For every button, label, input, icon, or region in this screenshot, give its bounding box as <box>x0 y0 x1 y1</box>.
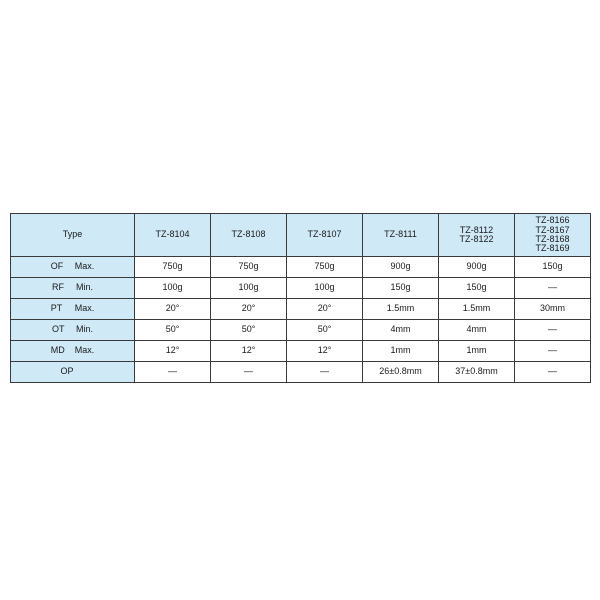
value-cell: 1mm <box>363 341 439 362</box>
parameter-code: OT <box>51 324 65 335</box>
model-name: TZ-8122 <box>459 234 494 244</box>
parameter-label-cell <box>11 278 135 299</box>
parameter-limit: Min. <box>75 324 93 335</box>
value-cell: — <box>135 362 211 383</box>
value-cell: — <box>515 320 591 341</box>
parameter-code: OP <box>60 366 74 377</box>
parameter-label-cell <box>11 320 135 341</box>
value-cell: 100g <box>135 278 211 299</box>
value-cell: 100g <box>211 278 287 299</box>
value-cell: 12° <box>287 341 363 362</box>
value-cell: 20° <box>211 299 287 320</box>
parameter-label-cell <box>11 299 135 320</box>
model-header-cell <box>439 214 515 257</box>
parameter-limit: Max. <box>74 303 95 314</box>
model-name: TZ-8108 <box>231 229 266 240</box>
parameter-label <box>52 325 93 334</box>
parameter-limit: Max. <box>74 261 95 272</box>
parameter-limit: Min. <box>75 282 93 293</box>
value-cell: 20° <box>135 299 211 320</box>
parameter-label-cell <box>11 341 135 362</box>
value-cell: — <box>211 362 287 383</box>
value-cell: 37±0.8mm <box>439 362 515 383</box>
table-row <box>11 362 591 383</box>
table-row <box>11 320 591 341</box>
model-name: TZ-8112 <box>459 224 494 235</box>
model-header-cell <box>287 214 363 257</box>
value-cell: 50° <box>287 320 363 341</box>
value-cell: 26±0.8mm <box>363 362 439 383</box>
parameter-code: RF <box>51 282 64 293</box>
parameter-code: PT <box>50 303 63 314</box>
model-name: TZ-8104 <box>155 229 190 240</box>
value-cell: 750g <box>135 257 211 278</box>
value-cell: 4mm <box>363 320 439 341</box>
model-header-cell <box>363 214 439 257</box>
value-cell: 12° <box>211 341 287 362</box>
model-name: TZ-8111 <box>384 229 417 240</box>
parameter-label-cell <box>11 362 135 383</box>
table-row <box>11 341 591 362</box>
model-header-cell <box>515 214 591 257</box>
model-header-cell <box>135 214 211 257</box>
model-name: TZ-8168 <box>535 234 570 244</box>
model-name: TZ-8167 <box>535 224 570 235</box>
parameter-label <box>61 367 85 376</box>
value-cell: 100g <box>287 278 363 299</box>
value-cell: — <box>287 362 363 383</box>
parameter-limit: Max. <box>74 345 95 356</box>
value-cell: 750g <box>287 257 363 278</box>
parameter-code: MD <box>50 345 65 356</box>
value-cell: 20° <box>287 299 363 320</box>
value-cell: 1mm <box>439 341 515 362</box>
table-row <box>11 278 591 299</box>
value-cell: 900g <box>363 257 439 278</box>
value-cell: 150g <box>515 257 591 278</box>
parameter-label <box>51 262 95 271</box>
value-cell: — <box>515 341 591 362</box>
type-header-cell <box>11 214 135 257</box>
value-cell: 30mm <box>515 299 591 320</box>
parameter-code: OF <box>50 261 64 272</box>
spec-table <box>10 213 591 383</box>
value-cell: 50° <box>211 320 287 341</box>
type-header-label: Type <box>62 229 83 240</box>
value-cell: 12° <box>135 341 211 362</box>
parameter-label <box>51 346 95 355</box>
model-name: TZ-8107 <box>307 229 342 240</box>
header-row <box>11 214 591 257</box>
table-row <box>11 299 591 320</box>
value-cell: 150g <box>363 278 439 299</box>
value-cell: 750g <box>211 257 287 278</box>
value-cell: — <box>515 278 591 299</box>
parameter-label <box>52 283 93 292</box>
value-cell: 900g <box>439 257 515 278</box>
model-name: TZ-8166 <box>535 215 570 226</box>
model-header-cell <box>211 214 287 257</box>
value-cell: 4mm <box>439 320 515 341</box>
value-cell: 50° <box>135 320 211 341</box>
value-cell: 1.5mm <box>439 299 515 320</box>
parameter-label-cell <box>11 257 135 278</box>
model-name: TZ-8169 <box>535 243 570 254</box>
value-cell: — <box>515 362 591 383</box>
parameter-label <box>51 304 95 313</box>
table-row <box>11 257 591 278</box>
value-cell: 150g <box>439 278 515 299</box>
value-cell: 1.5mm <box>363 299 439 320</box>
